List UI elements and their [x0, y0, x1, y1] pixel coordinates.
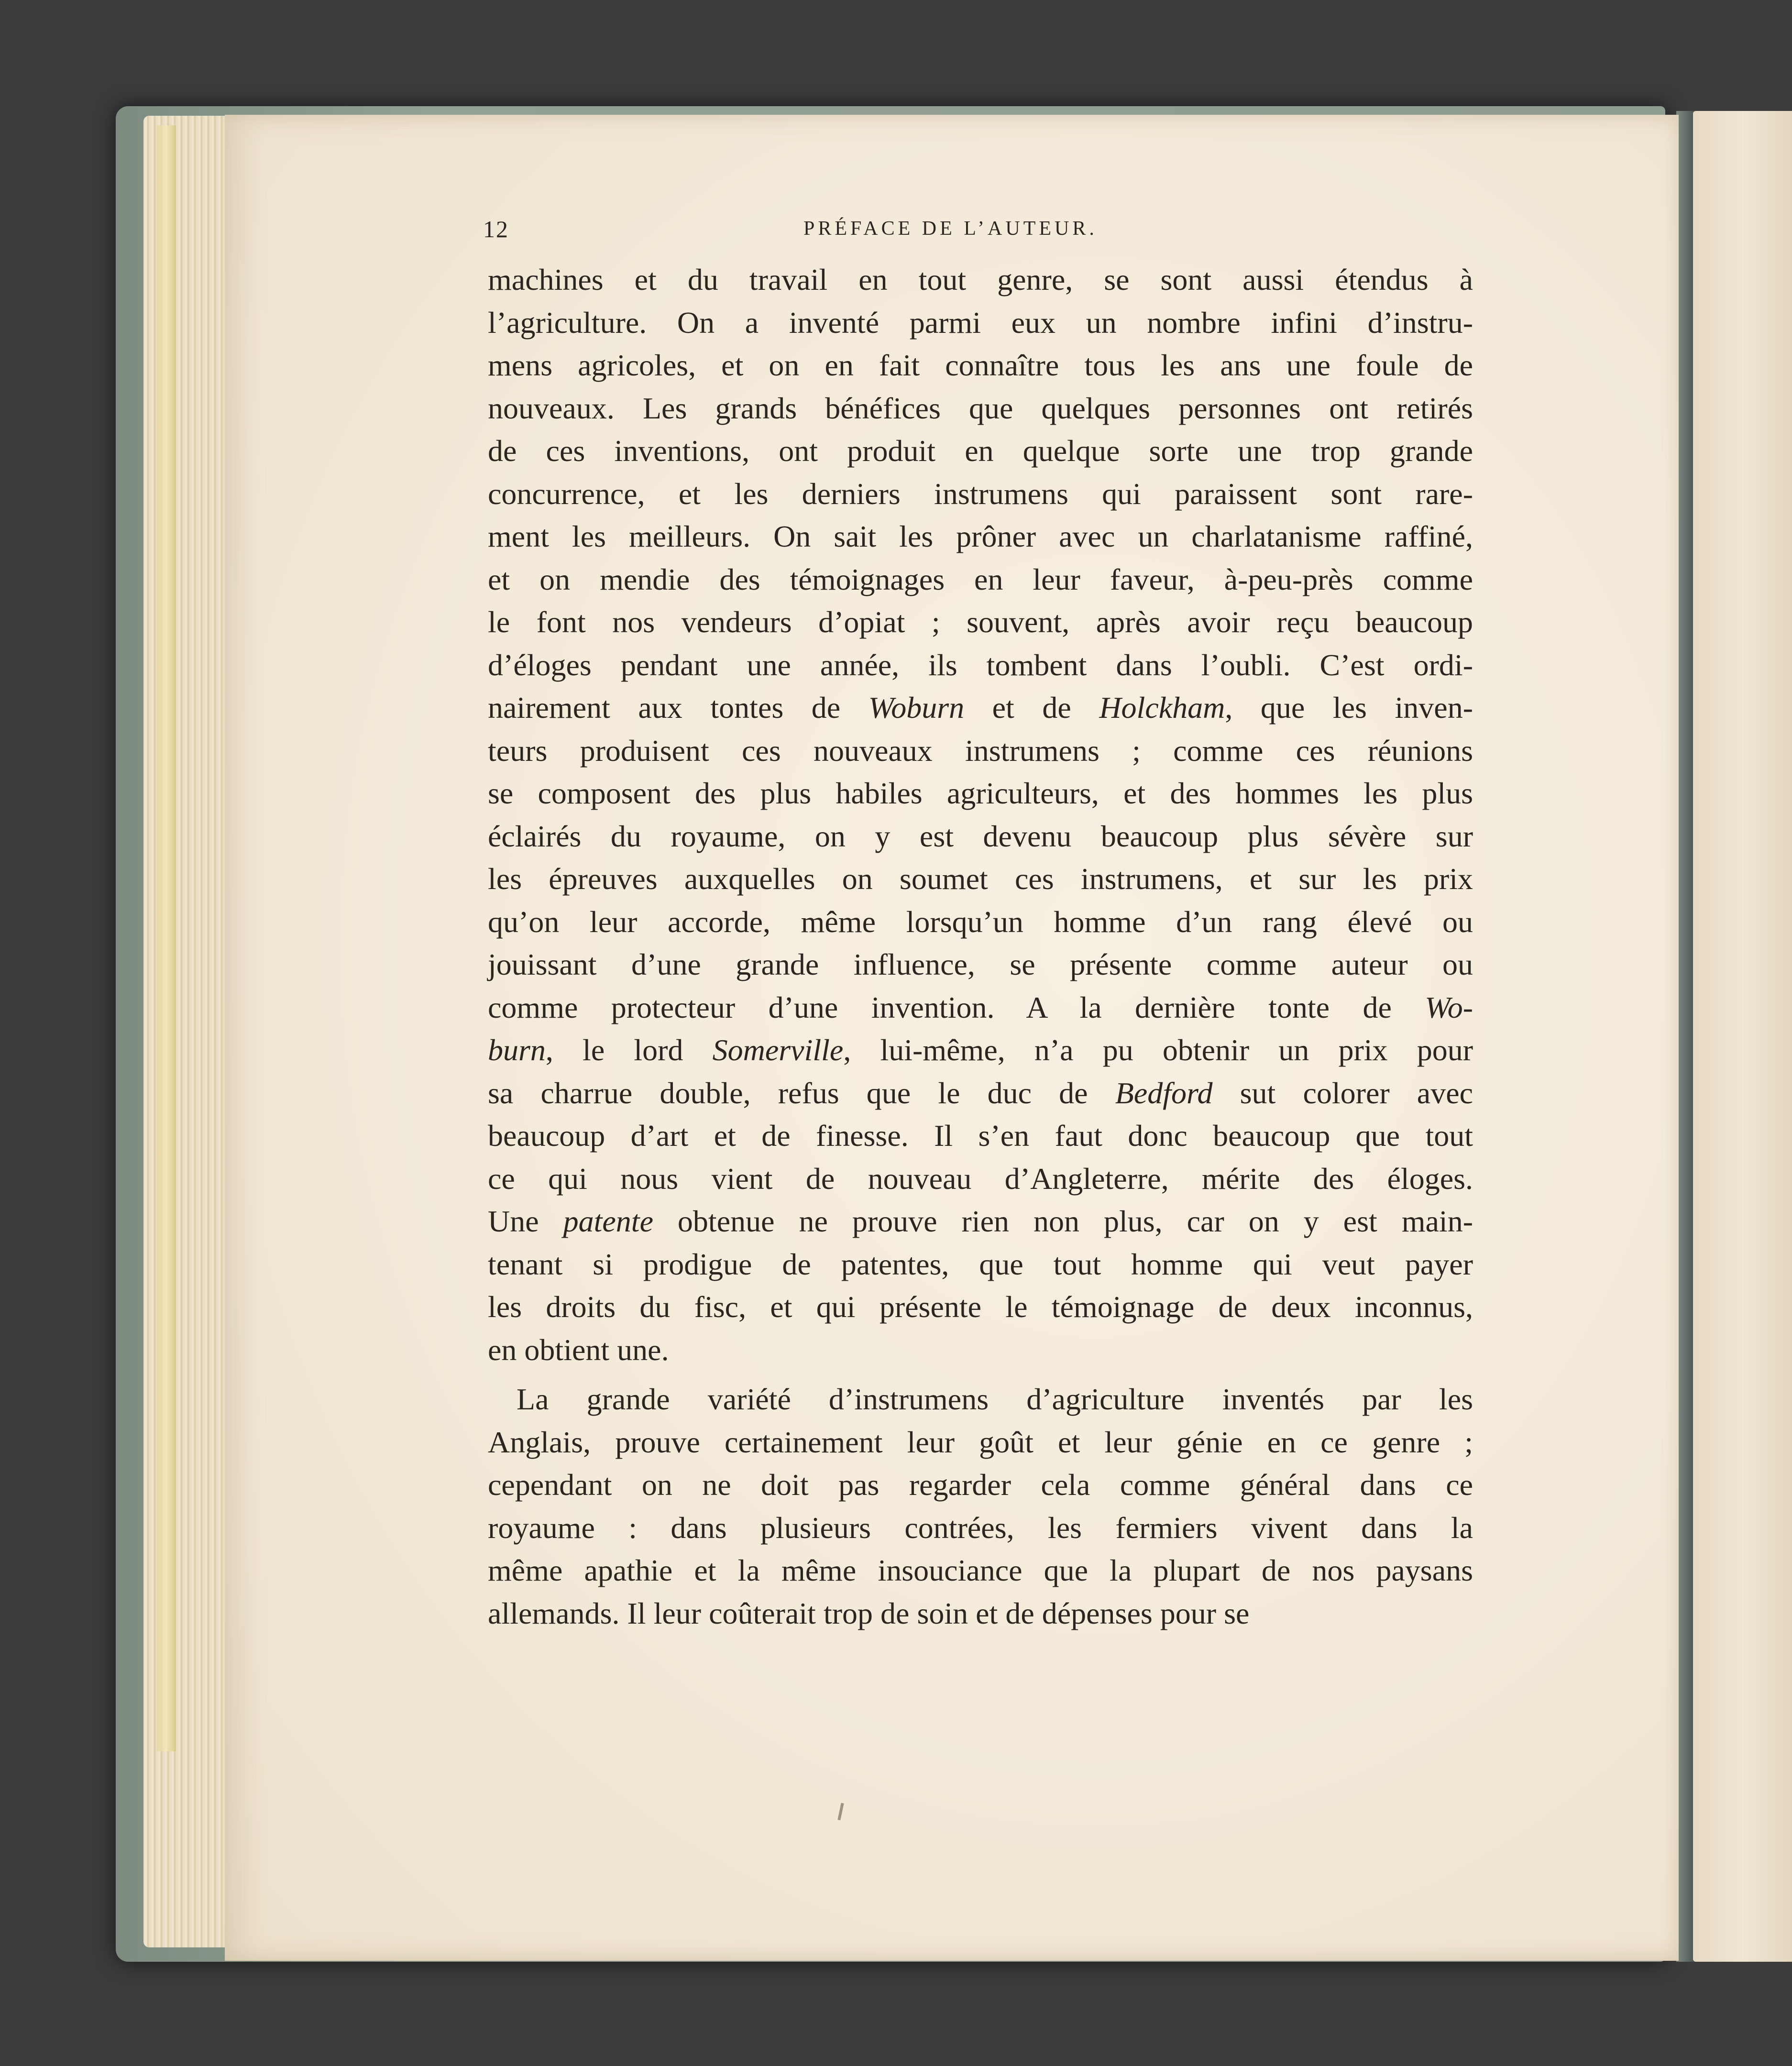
text-line [488, 1072, 1473, 1115]
text-line [488, 1506, 1473, 1550]
text-segment: nairement aux tontes de [488, 691, 869, 725]
text-line [488, 1592, 1473, 1635]
running-title: PRÉFACE DE L’AUTEUR. [803, 218, 1098, 240]
italic-text: Somerville [712, 1033, 844, 1067]
text-line [488, 943, 1473, 986]
text-segment: même apathie et la même insouciance que la plupart de nos paysans [488, 1553, 1473, 1587]
paragraph-gap [488, 1371, 1473, 1378]
text-line [488, 301, 1473, 344]
italic-text: Woburn [868, 691, 965, 725]
text-line [488, 772, 1473, 815]
running-header [483, 215, 1449, 249]
text-segment: obtenue ne prouve rien non plus, car on y est main- [653, 1204, 1473, 1238]
text-segment: machines et du travail en tout genre, se sont aussi étendus à [488, 263, 1473, 297]
page-number: 12 [483, 216, 509, 242]
text-segment: , le lord [545, 1033, 713, 1067]
text-line [488, 558, 1473, 601]
text-line [488, 1329, 1473, 1372]
text-line [488, 1421, 1473, 1464]
text-segment: éclairés du royaume, on y est devenu beaucoup plus sévère sur [488, 819, 1473, 853]
text-segment: Une [488, 1204, 563, 1238]
paragraph [488, 1378, 1473, 1635]
text-line [488, 1029, 1473, 1072]
text-line [488, 601, 1473, 644]
text-line [488, 1157, 1473, 1200]
paragraph [488, 258, 1473, 1371]
text-segment: jouissant d’une grande influence, se présente comme auteur ou [488, 947, 1473, 981]
text-segment: de ces inventions, ont produit en quelque sorte une trop grande [488, 434, 1473, 468]
text-line [488, 686, 1473, 729]
text-line [488, 473, 1473, 516]
text-segment: , que les inven- [1225, 691, 1473, 725]
text-segment: allemands. Il leur coûterait trop de soin et de dépenses pour se [488, 1596, 1250, 1630]
text-line [488, 515, 1473, 558]
text-segment: et de [964, 691, 1099, 725]
text-line [488, 387, 1473, 430]
text-line [488, 429, 1473, 473]
text-line [488, 1549, 1473, 1592]
text-segment: et on mendie des témoignages en leur faveur, à-peu-près comme [488, 562, 1473, 596]
text-line [488, 1378, 1473, 1421]
text-segment: sa charrue double, refus que le duc de [488, 1076, 1115, 1110]
text-segment: Anglais, prouve certainement leur goût et leur génie en ce genre ; [488, 1425, 1473, 1459]
text-line [488, 1286, 1473, 1329]
text-line [488, 1463, 1473, 1506]
body-text [488, 258, 1473, 1635]
gilt-page-edge [157, 125, 176, 1751]
text-segment: l’agriculture. On a inventé parmi eux un nombre infini d’instru- [488, 305, 1473, 340]
text-line [488, 901, 1473, 944]
text-segment: royaume : dans plusieurs contrées, les fermiers vivent dans la [488, 1510, 1473, 1545]
text-segment: ce qui nous vient de nouveau d’Angleterre, mérite des éloges. [488, 1161, 1473, 1196]
text-segment: mens agricoles, et on en fait connaître tous les ans une foule de [488, 348, 1473, 382]
italic-text: burn [488, 1033, 546, 1067]
text-segment: d’éloges pendant une année, ils tombent dans l’oubli. C’est ordi- [488, 648, 1473, 682]
gutter-shadow [1676, 111, 1695, 1962]
text-segment: nouveaux. Les grands bénéfices que quelques personnes ont retirés [488, 391, 1473, 425]
text-line [488, 258, 1473, 301]
text-segment: ment les meilleurs. On sait les prôner avec un charlatanisme raffiné, [488, 519, 1473, 553]
text-segment: les épreuves auxquelles on soumet ces instrumens, et sur les prix [488, 862, 1473, 896]
text-line [488, 644, 1473, 687]
text-segment: La grande variété d’instrumens d’agriculture inventés par les [517, 1382, 1473, 1416]
text-segment: cependant on ne doit pas regarder cela comme général dans ce [488, 1468, 1473, 1502]
text-segment: comme protecteur d’une invention. A la dernière tonte de [488, 990, 1425, 1024]
text-segment: sut colorer avec [1212, 1076, 1473, 1110]
text-segment: beaucoup d’art et de finesse. Il s’en faut donc beaucoup que tout [488, 1119, 1473, 1153]
text-segment: les droits du fisc, et qui présente le témoignage de deux inconnus, [488, 1290, 1473, 1324]
italic-text: Wo- [1425, 990, 1473, 1024]
text-segment: concurrence, et les derniers instrumens qui paraissent sont rare- [488, 476, 1473, 511]
text-line [488, 1200, 1473, 1243]
text-segment: , lui-même, n’a pu obtenir un prix pour [843, 1033, 1473, 1067]
text-segment: tenant si prodigue de patentes, que tout homme qui veut payer [488, 1247, 1473, 1281]
text-segment: le font nos vendeurs d’opiat ; souvent, après avoir reçu beaucoup [488, 605, 1473, 639]
italic-text: patente [563, 1204, 653, 1238]
text-segment: en obtient une. [488, 1332, 669, 1367]
text-segment: se composent des plus habiles agriculteurs, et des hommes les plus [488, 776, 1473, 810]
text-segment: teurs produisent ces nouveaux instrumens ; comme ces réunions [488, 733, 1473, 768]
text-line [488, 1114, 1473, 1157]
text-segment: qu’on leur accorde, même lorsqu’un homme d’un rang élevé ou [488, 904, 1473, 939]
italic-text: Holckham [1099, 691, 1225, 725]
text-line [488, 1243, 1473, 1286]
text-line [488, 986, 1473, 1029]
text-line [488, 815, 1473, 858]
facing-page-edge [1693, 111, 1792, 1962]
italic-text: Bedford [1115, 1076, 1213, 1110]
text-line [488, 344, 1473, 387]
text-line [488, 729, 1473, 772]
text-line [488, 857, 1473, 901]
